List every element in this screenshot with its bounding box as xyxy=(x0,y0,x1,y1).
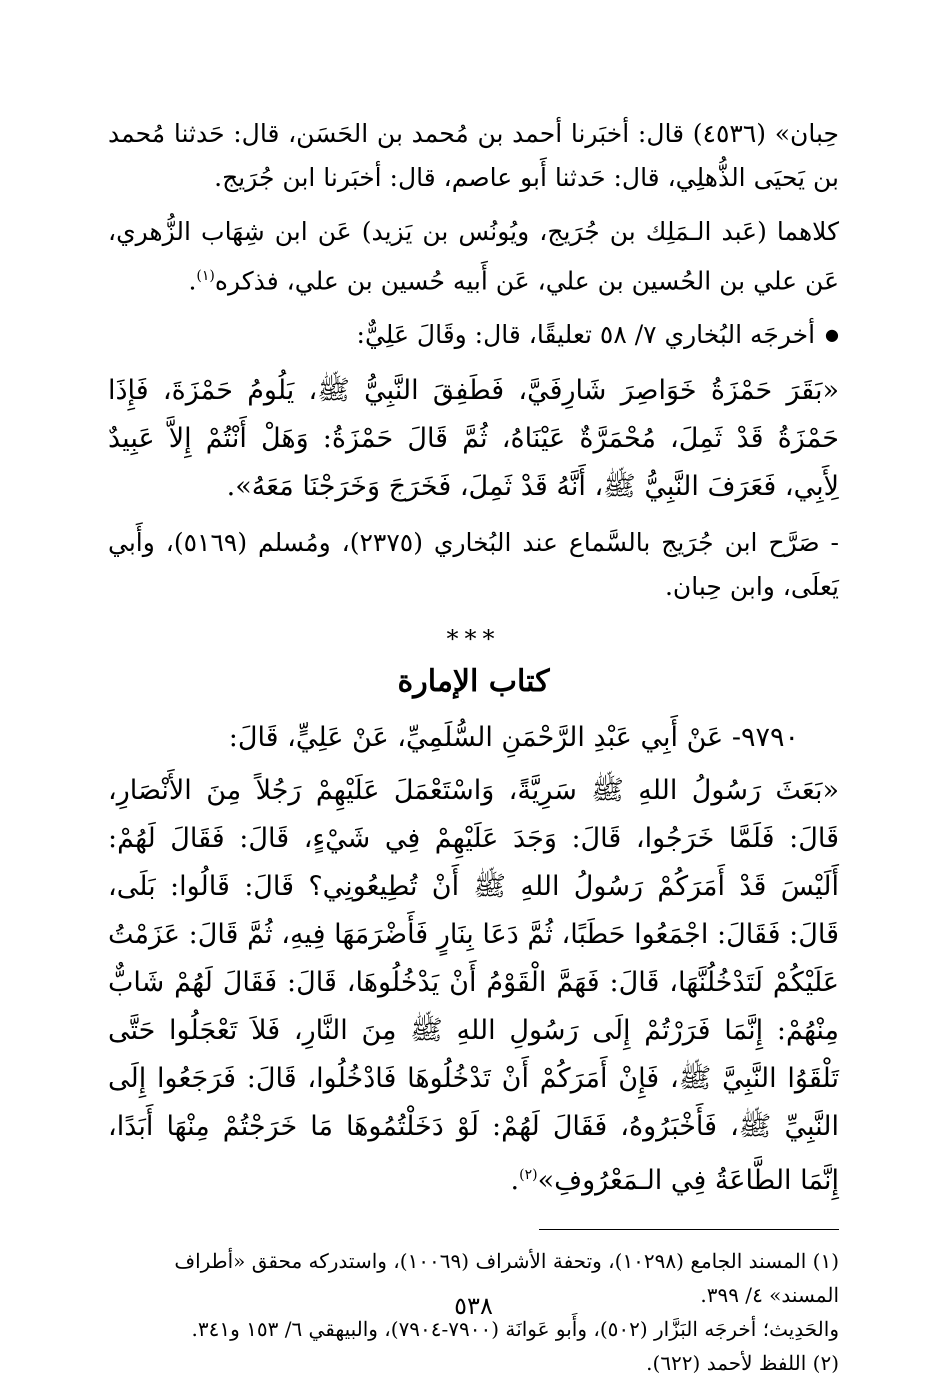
hadith-heading: ٩٧٩٠- عَنْ أَبِي عَبْدِ الرَّحْمَنِ السُّلَمِيِّ، عَنْ عَلِيٍّ، قَالَ: xyxy=(228,722,799,754)
section-title: كتاب الإمارة xyxy=(397,664,550,700)
hadith-body: «بَعَثَ رَسُولُ اللهِ ﷺ سَرِيَّةً، وَاسْتَعْمَلَ عَلَيْهِمْ رَجُلاً مِنَ الأَنْصَارِ، قَالَ: فَلَمَّا خَرَجُوا، قَالَ: وَجَدَ عَلَيْهِمْ فِي شَيْءٍ، قَالَ: فَقَالَ لَهُمْ: أَلَيْسَ قَدْ أَمَرَكُمْ رَسُولُ اللهِ ﷺ أَنْ تُطِيعُونِي؟ قَالَ: قَالُوا: بَلَى، قَالَ: فَقَالَ: اجْمَعُوا حَطَبًا، ثُمَّ دَعَا بِنَارٍ فَأَضْرَمَهَا فِيهِ، ثُمَّ قَالَ: عَزَمْتُ عَلَيْكُمْ لَتَدْخُلُنَّهَا، قَالَ: فَهَمَّ الْقَوْمُ أَنْ يَدْخُلُوهَا، قَالَ: فَقَالَ لَهُمْ شَابٌّ مِنْهُمْ: إِنَّمَا فَرَرْتُمْ إِلَى رَسُولِ اللهِ ﷺ مِنَ النَّارِ، فَلاَ تَعْجَلُوا حَتَّى تَلْقَوُا النَّبِيَّ ﷺ، فَإِنْ أَمَرَكُمْ أَنْ تَدْخُلُوهَا فَادْخُلُوا، قَالَ: فَرَجَعُوا إِلَى النَّبِيِّ ﷺ، فَأَخْبَرُوهُ، فَقَالَ لَهُمْ: لَوْ دَخَلْتُمُوهَا مَا خَرَجْتُمْ مِنْهَا أَبَدًا، إِنَّمَا الطَّاعَةُ فِي الـمَعْرُوفِ» xyxy=(108,775,839,1197)
footnote-1-continued: والحَدِيث؛ أخرجَه البَزَّار (٥٠٢)، وأَبو عَوانَة (٧٩٠٠-٧٩٠٤)، والبيهقي ٦/ ١٥٣ و٣٤١. xyxy=(191,1317,839,1342)
isnad-paragraph: حِبان» (٤٥٣٦) قال: أخبَرنا أحمد بن مُحمد بن الحَسَن، قال: حَدثنا مُحمد بن يَحيَى الذُّهلِي، قال: حَدثنا أَبو عاصم، قال: أخبَرنا ابن جُرَيج. xyxy=(108,119,839,192)
page-number: ٥٣٨ xyxy=(454,1292,493,1320)
footnote-ref-1[interactable]: (١) xyxy=(196,268,215,284)
footnote-2: (٢) اللفظ لأحمد (٦٢٢). xyxy=(646,1351,839,1376)
narrators-text: كلاهما (عَبد الـمَلِك بن جُرَيج، ويُونُس بن يَزيد) عَن ابن شِهَاب الزُّهري، عَن علي بن الحُسين بن علي، عَن أَبيه حُسين بن علي، فذكره xyxy=(108,217,839,296)
section-separator: *** xyxy=(446,625,501,654)
footnote-ref-2[interactable]: (٢) xyxy=(519,1167,538,1184)
hadith-text: «بَعَثَ رَسُولُ اللهِ ﷺ سَرِيَّةً، وَاسْتَعْمَلَ عَلَيْهِمْ رَجُلاً مِنَ الأَنْصَارِ، قَالَ: فَلَمَّا خَرَجُوا، قَالَ: وَجَدَ عَلَيْهِمْ فِي شَيْءٍ، قَالَ: فَقَالَ لَهُمْ: أَلَيْسَ قَدْ أَمَرَكُمْ رَسُولُ اللهِ ﷺ أَنْ تُطِيعُونِي؟ قَالَ: قَالُوا: بَلَى، قَالَ: فَقَالَ: اجْمَعُوا حَطَبًا، ثُمَّ دَعَا بِنَارٍ فَأَضْرَمَهَا فِيهِ، ثُمَّ قَالَ: عَزَمْتُ عَلَيْكُمْ لَتَدْخُلُنَّهَا، قَالَ: فَهَمَّ الْقَوْمُ أَنْ يَدْخُلُوهَا، قَالَ: فَقَالَ لَهُمْ شَابٌّ مِنْهُمْ: إِنَّمَا فَرَرْتُمْ إِلَى رَسُولِ اللهِ ﷺ مِنَ النَّارِ، فَلاَ تَعْجَلُوا حَتَّى تَلْقَوُا النَّبِيَّ ﷺ، فَإِنْ أَمَرَكُمْ أَنْ تَدْخُلُوهَا فَادْخُلُوا، قَالَ: فَرَجَعُوا إِلَى النَّبِيِّ ﷺ، فَأَخْبَرُوهُ، فَقَالَ لَهُمْ: لَوْ دَخَلْتُمُوهَا مَا خَرَجْتُمْ مِنْهَا أَبَدًا، إِنَّمَا الطَّاعَةُ فِي الـمَعْرُوفِ»$^{(٢)}$. xyxy=(108,775,839,1197)
footnote-1: (١) المسند الجامع (١٠٢٩٨)، وتحفة الأشراف (١٠٠٦٩)، واستدركه محقق «أطراف المسند» ٤/ ٣٩٩. xyxy=(174,1249,839,1308)
narrators-paragraph: كلاهما (عَبد الـمَلِك بن جُرَيج، ويُونُس بن يَزيد) عَن ابن شِهَاب الزُّهري، عَن علي بن الحُسين بن علي، عَن أَبيه حُسين بن علي، فذكره$^{(١)}$. xyxy=(108,217,839,296)
hadith-quote-hamza: «بَقَرَ حَمْزَةُ خَوَاصِرَ شَارِفَيَّ، فَطَفِقَ النَّبِيُّ ﷺ، يَلُومُ حَمْزَةَ، فَإِذَا حَمْزَةُ قَدْ ثَمِلَ، مُحْمَرَّةٌ عَيْنَاهُ، ثُمَّ قَالَ حَمْزَةُ: وَهَلْ أَنْتُمْ إِلاَّ عَبِيدٌ لِأَبِي، فَعَرَفَ النَّبِيُّ ﷺ، أَنَّهُ قَدْ ثَمِلَ، فَخَرَجَ وَخَرَجْنَا مَعَهُ». xyxy=(108,375,839,503)
bukhari-reference: ● أخرجَه البُخاري ٧/ ٥٨ تعليقًا، قال: وقَالَ عَلِيٌّ: xyxy=(108,313,839,357)
footnote-divider xyxy=(539,1229,839,1230)
sama-note: - صَرَّح ابن جُرَيج بالسَّماع عند البُخاري (٢٣٧٥)، ومُسلم (٥١٦٩)، وأَبي يَعلَى، وابن حِبان. xyxy=(108,528,839,602)
